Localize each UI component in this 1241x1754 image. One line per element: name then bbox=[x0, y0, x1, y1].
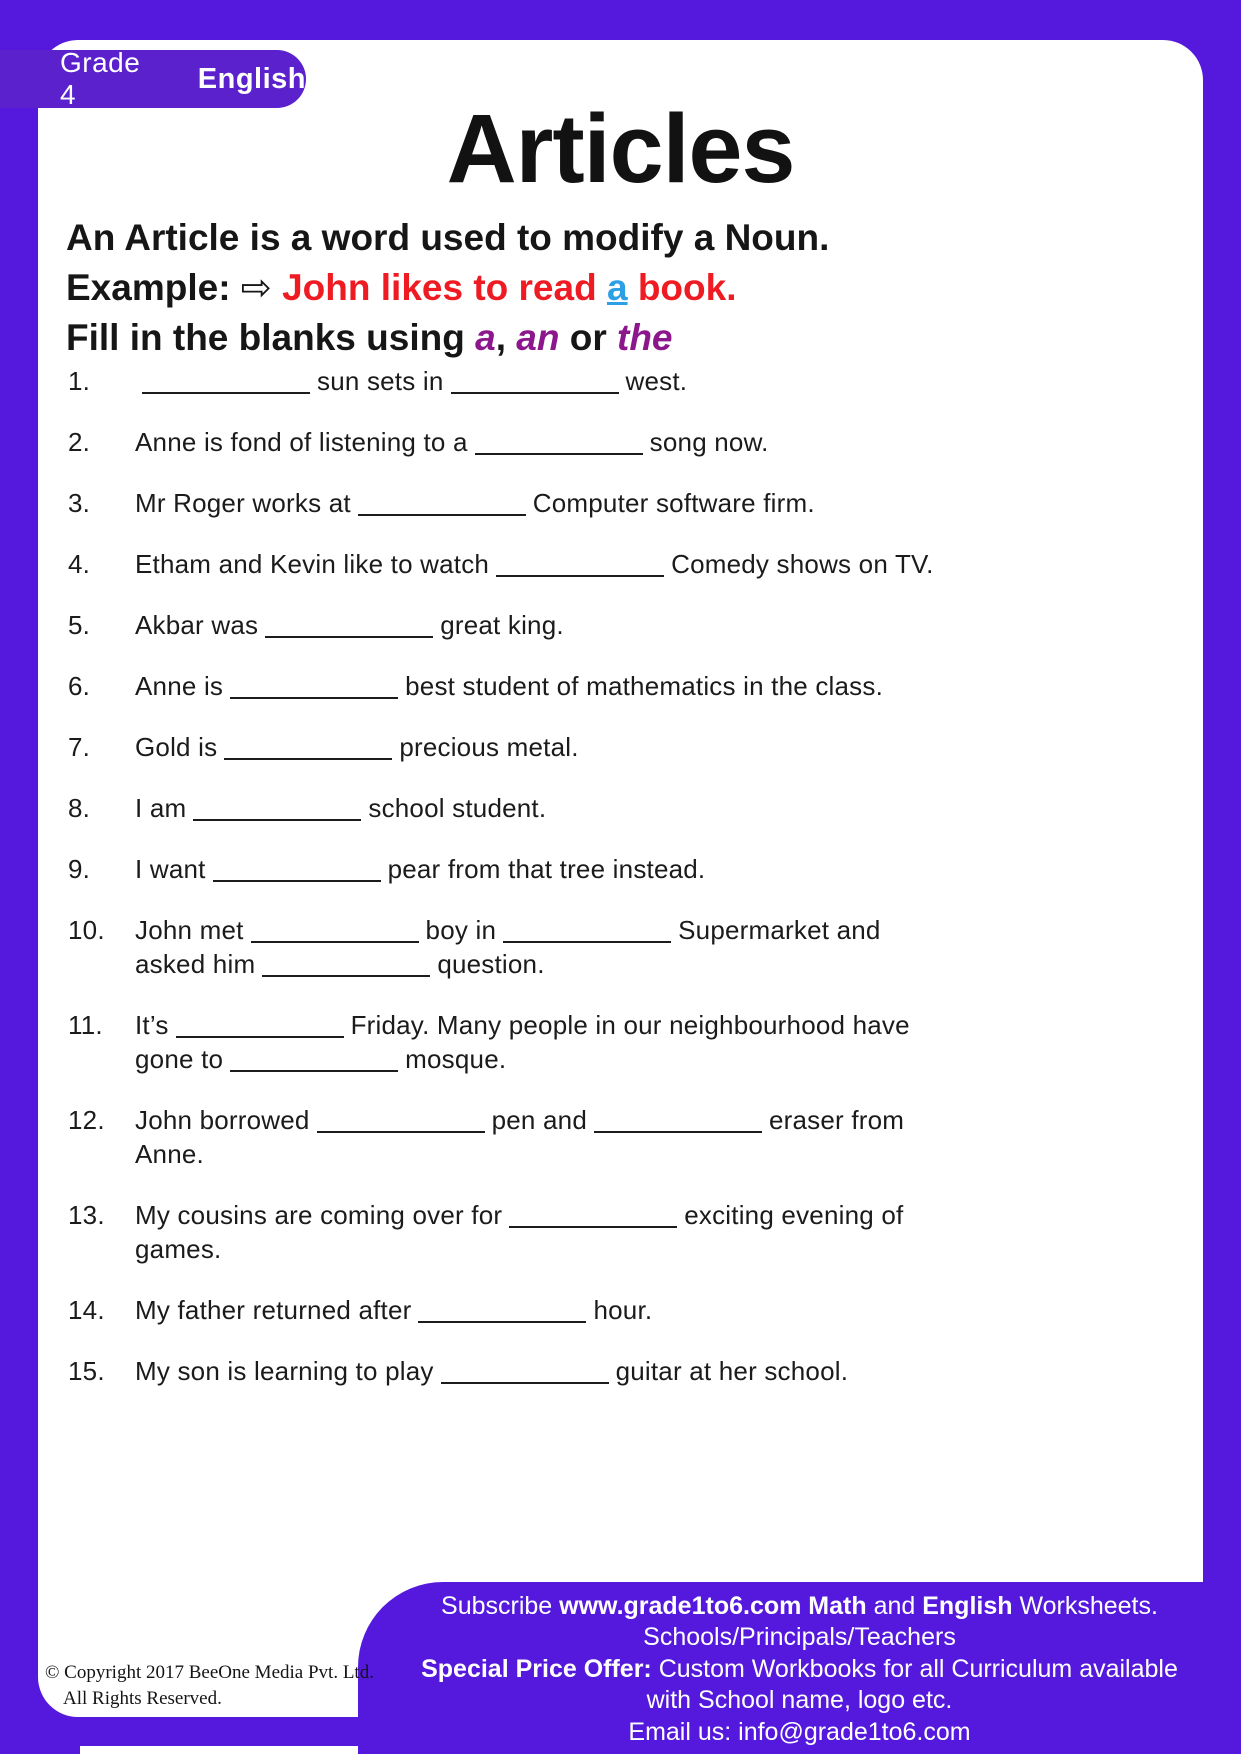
question-text bbox=[135, 486, 1138, 520]
text-segment: Subscribe bbox=[441, 1592, 560, 1620]
text-segment: Mr Roger works at bbox=[135, 488, 351, 518]
answer-blank[interactable] bbox=[496, 575, 664, 577]
text-segment: school student. bbox=[368, 793, 547, 823]
question-row bbox=[68, 364, 1138, 398]
question-number: 8. bbox=[68, 793, 91, 823]
question-text bbox=[135, 1198, 1138, 1266]
question-number: 3. bbox=[68, 488, 91, 518]
answer-blank[interactable] bbox=[451, 392, 619, 394]
text-segment: hour. bbox=[593, 1295, 653, 1325]
footer-line bbox=[358, 1591, 1241, 1622]
answer-blank[interactable] bbox=[262, 975, 430, 977]
text-segment: Example: bbox=[66, 267, 241, 308]
question-number: 4. bbox=[68, 549, 91, 579]
footer-banner bbox=[358, 1582, 1241, 1754]
answer-blank[interactable] bbox=[317, 1131, 485, 1133]
footer-line bbox=[358, 1654, 1241, 1685]
question-row bbox=[68, 486, 1138, 520]
question-number: 13. bbox=[68, 1200, 105, 1230]
text-segment: Worksheets. bbox=[1012, 1592, 1158, 1620]
question-text bbox=[135, 1103, 1138, 1171]
text-segment: west. bbox=[625, 366, 688, 396]
answer-blank[interactable] bbox=[265, 636, 433, 638]
question-line bbox=[135, 852, 1138, 886]
question-row bbox=[68, 913, 1138, 981]
copyright-line-1: © Copyright 2017 BeeOne Media Pvt. Ltd. bbox=[45, 1662, 374, 1683]
question-number: 14. bbox=[68, 1295, 105, 1325]
text-segment: Anne is fond of listening to a bbox=[135, 427, 468, 457]
text-segment: book. bbox=[627, 267, 737, 308]
text-segment: and bbox=[866, 1592, 923, 1620]
question-line bbox=[135, 547, 1138, 581]
answer-blank[interactable] bbox=[503, 941, 671, 943]
text-segment: Fill in the blanks using bbox=[66, 317, 476, 358]
intro-block bbox=[66, 213, 1176, 363]
definition-line: An Article is a word used to modify a Noun. bbox=[66, 217, 830, 258]
text-segment: John borrowed bbox=[135, 1105, 310, 1135]
footer-line bbox=[358, 1622, 1241, 1653]
question-row bbox=[68, 669, 1138, 703]
question-text bbox=[135, 791, 1138, 825]
text-segment: song now. bbox=[649, 427, 769, 457]
question-text bbox=[135, 608, 1138, 642]
answer-blank[interactable] bbox=[509, 1226, 677, 1228]
question-text bbox=[135, 852, 1138, 886]
text-segment: Etham and Kevin like to watch bbox=[135, 549, 490, 579]
answer-blank[interactable] bbox=[176, 1036, 344, 1038]
question-line bbox=[135, 1354, 1138, 1388]
example-line bbox=[66, 263, 1176, 313]
text-segment: Email us: info@grade1to6.com bbox=[628, 1717, 971, 1746]
question-line bbox=[135, 1008, 1138, 1042]
text-segment: John met bbox=[135, 915, 244, 945]
grade-subject-badge bbox=[0, 47, 306, 110]
text-segment: Supermarket and bbox=[678, 915, 881, 945]
question-text bbox=[135, 669, 1138, 703]
question-row bbox=[68, 547, 1138, 581]
text-segment: Comedy shows on TV. bbox=[671, 549, 934, 579]
question-line bbox=[135, 669, 1138, 703]
question-number: 11. bbox=[68, 1010, 103, 1040]
copyright-notice bbox=[45, 1660, 374, 1712]
question-text bbox=[135, 1293, 1138, 1327]
question-line bbox=[135, 1198, 1138, 1232]
question-line bbox=[135, 1293, 1138, 1327]
answer-blank[interactable] bbox=[594, 1131, 762, 1133]
question-number: 2. bbox=[68, 427, 91, 457]
answer-blank[interactable] bbox=[230, 697, 398, 699]
text-segment: My father returned after bbox=[135, 1295, 412, 1325]
text-segment: My son is learning to play bbox=[135, 1356, 434, 1386]
question-number: 15. bbox=[68, 1356, 105, 1386]
bottom-white-strip bbox=[80, 1746, 358, 1754]
text-segment: a bbox=[475, 317, 496, 358]
question-text bbox=[135, 425, 1138, 459]
answer-blank[interactable] bbox=[358, 514, 526, 516]
answer-blank[interactable] bbox=[230, 1070, 398, 1072]
question-number: 9. bbox=[68, 854, 91, 884]
question-line bbox=[135, 791, 1138, 825]
question-number: 10. bbox=[68, 915, 105, 945]
question-line bbox=[135, 1103, 1138, 1137]
answer-blank[interactable] bbox=[251, 941, 419, 943]
text-segment: gone to bbox=[135, 1044, 224, 1074]
question-number: 12. bbox=[68, 1105, 105, 1135]
question-line bbox=[135, 947, 1138, 981]
text-segment: Computer software firm. bbox=[532, 488, 815, 518]
answer-blank[interactable] bbox=[441, 1382, 609, 1384]
text-segment: www.grade1to6.com Math bbox=[559, 1592, 867, 1620]
answer-blank[interactable] bbox=[475, 453, 643, 455]
question-list bbox=[68, 364, 1138, 1415]
right-arrow-icon: ⇨ bbox=[240, 267, 272, 308]
question-line bbox=[135, 730, 1138, 764]
question-line bbox=[135, 1042, 1138, 1076]
footer-line bbox=[358, 1685, 1241, 1716]
grade-label: Grade 4 bbox=[60, 47, 141, 110]
text-segment: It’s bbox=[135, 1010, 169, 1040]
answer-blank[interactable] bbox=[193, 819, 361, 821]
question-line bbox=[135, 486, 1138, 520]
text-segment: a bbox=[606, 267, 628, 308]
question-text bbox=[135, 364, 1138, 398]
question-text bbox=[135, 1354, 1138, 1388]
text-segment: exciting evening of bbox=[684, 1200, 904, 1230]
question-line bbox=[135, 608, 1138, 642]
text-segment: an bbox=[516, 317, 560, 358]
text-segment: or bbox=[559, 317, 617, 358]
text-segment: sun sets in bbox=[317, 366, 444, 396]
text-segment: eraser from bbox=[769, 1105, 905, 1135]
question-line bbox=[135, 364, 1138, 398]
text-segment: Custom Workbooks for all Curriculum available bbox=[651, 1654, 1178, 1683]
text-segment: precious metal. bbox=[399, 732, 579, 762]
question-row bbox=[68, 1293, 1138, 1327]
question-text bbox=[135, 547, 1138, 581]
question-row bbox=[68, 608, 1138, 642]
text-segment: Akbar was bbox=[135, 610, 259, 640]
question-text bbox=[135, 913, 1138, 981]
page-title: Articles bbox=[446, 94, 795, 203]
text-segment: Anne is bbox=[135, 671, 224, 701]
instruction-line bbox=[66, 313, 1176, 363]
text-segment: My cousins are coming over for bbox=[135, 1200, 503, 1230]
text-segment: games. bbox=[135, 1234, 222, 1264]
text-segment: , bbox=[495, 317, 517, 358]
text-segment: Schools/Principals/Teachers bbox=[643, 1623, 956, 1652]
subject-label: English bbox=[197, 62, 306, 95]
question-text bbox=[135, 730, 1138, 764]
text-segment: I want bbox=[135, 854, 206, 884]
question-line bbox=[135, 1137, 1138, 1171]
text-segment: great king. bbox=[440, 610, 564, 640]
question-row bbox=[68, 1198, 1138, 1266]
text-segment: asked him bbox=[135, 949, 256, 979]
question-line bbox=[135, 913, 1138, 947]
question-number: 1. bbox=[68, 366, 91, 396]
text-segment: best student of mathematics in the class. bbox=[405, 671, 884, 701]
text-segment: guitar at her school. bbox=[615, 1356, 849, 1386]
question-row bbox=[68, 791, 1138, 825]
question-row bbox=[68, 852, 1138, 886]
answer-blank[interactable] bbox=[213, 880, 381, 882]
text-segment: Anne. bbox=[135, 1139, 204, 1169]
question-row bbox=[68, 1354, 1138, 1388]
answer-blank[interactable] bbox=[418, 1321, 586, 1323]
answer-blank[interactable] bbox=[142, 392, 310, 394]
text-segment: question. bbox=[437, 949, 545, 979]
text-segment: Friday. Many people in our neighbourhood have bbox=[350, 1010, 910, 1040]
question-row bbox=[68, 425, 1138, 459]
text-segment: boy in bbox=[425, 915, 497, 945]
question-line bbox=[135, 425, 1138, 459]
question-row bbox=[68, 730, 1138, 764]
text-segment: Gold is bbox=[135, 732, 218, 762]
text-segment: with School name, logo etc. bbox=[646, 1686, 953, 1715]
text-segment: Special Price Offer: bbox=[421, 1654, 652, 1683]
text-segment: pen and bbox=[491, 1105, 587, 1135]
question-number: 7. bbox=[68, 732, 91, 762]
copyright-line-2: All Rights Reserved. bbox=[63, 1688, 222, 1709]
footer-text bbox=[358, 1591, 1241, 1748]
question-number: 6. bbox=[68, 671, 91, 701]
question-row bbox=[68, 1103, 1138, 1171]
text-segment: John likes to read bbox=[271, 267, 607, 308]
answer-blank[interactable] bbox=[224, 758, 392, 760]
footer-line bbox=[358, 1717, 1241, 1748]
question-line bbox=[135, 1232, 1138, 1266]
text-segment: the bbox=[617, 317, 673, 358]
text-segment: pear from that tree instead. bbox=[387, 854, 706, 884]
question-row bbox=[68, 1008, 1138, 1076]
question-number: 5. bbox=[68, 610, 91, 640]
text-segment: mosque. bbox=[405, 1044, 507, 1074]
text-segment: English bbox=[922, 1592, 1013, 1620]
question-text bbox=[135, 1008, 1138, 1076]
text-segment: I am bbox=[135, 793, 187, 823]
